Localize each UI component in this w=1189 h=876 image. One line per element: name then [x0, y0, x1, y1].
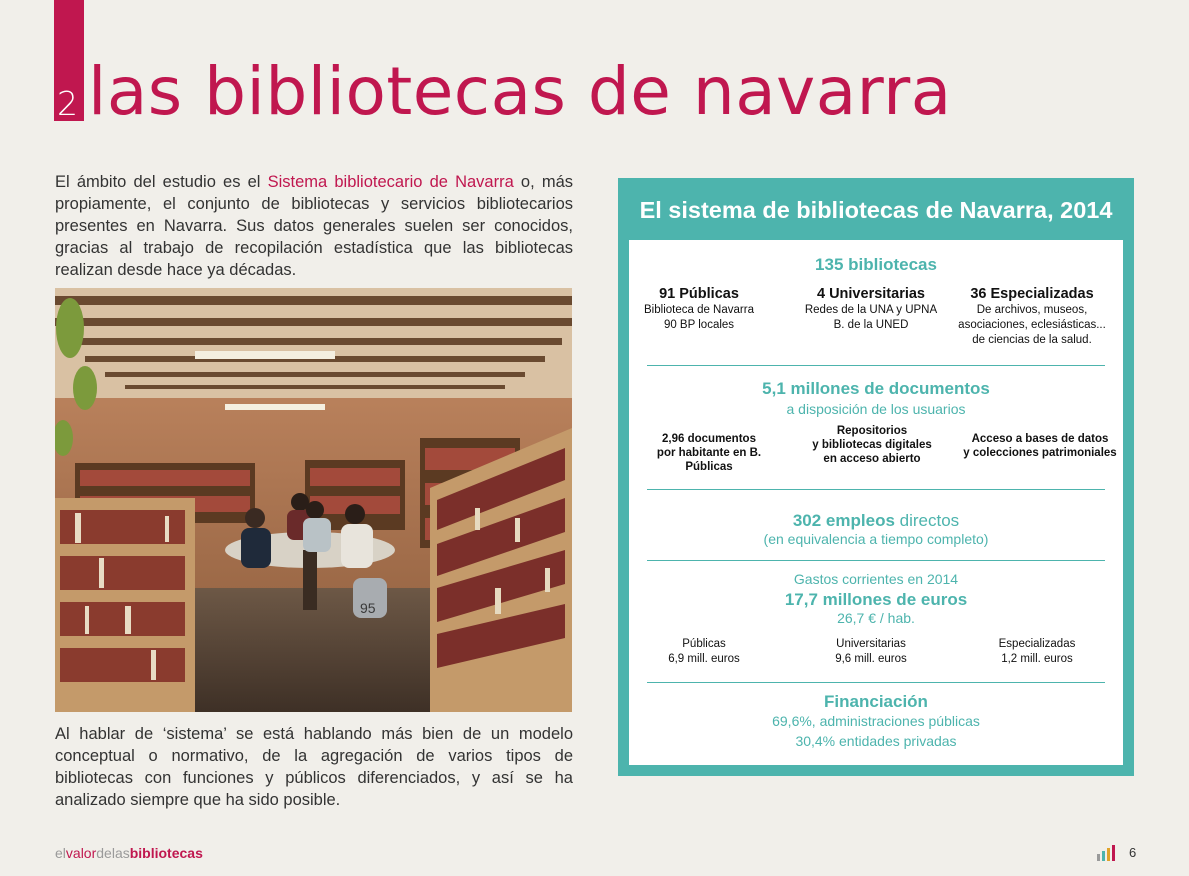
libraries-specialized-line: de ciencias de la salud.	[972, 334, 1092, 346]
spending-specialized	[977, 637, 1097, 667]
libraries-specialized	[947, 286, 1117, 348]
brand-part: bibliotecas	[129, 845, 203, 861]
infobox	[618, 178, 1134, 776]
page-title: las bibliotecas de navarra	[88, 53, 952, 130]
divider	[647, 682, 1105, 683]
chapter-number: 2	[57, 84, 78, 123]
brand-part: valor	[65, 845, 97, 861]
page-number: 6	[1129, 845, 1137, 860]
libraries-specialized-heading: 36 Especializadas	[970, 286, 1094, 302]
libraries-public-line: 90 BP locales	[663, 319, 735, 331]
employment-value: 302 empleos	[792, 511, 895, 530]
spending-public-value: 6,9 mill. euros	[668, 653, 740, 665]
documents-repositories-line: y bibliotecas digitales	[812, 439, 932, 451]
documents-databases-line: y colecciones patrimoniales	[963, 447, 1117, 459]
documents-subtitle: a disposición de los usuarios	[786, 401, 966, 417]
outro-paragraph: Al hablar de ‘sistema’ se está hablando más bien de un modelo conceptual o normativo, de la agregación de varios tipos de bibliotecas con funciones y públicos diferenciados, y así se ha analizado siempre que ha sido posible.	[55, 725, 573, 809]
libraries-public-heading: 91 Públicas	[659, 286, 739, 302]
spending-university-name: Universitarias	[836, 638, 906, 650]
documents-per-capita-line: 2,96 documentos	[662, 433, 756, 445]
spending-public-name: Públicas	[682, 638, 726, 650]
libraries-total: 135 bibliotecas	[815, 255, 937, 274]
employment	[629, 511, 1123, 531]
spending-public	[649, 637, 759, 667]
bar-chart-icon	[1097, 845, 1121, 861]
documents-per-capita	[633, 432, 785, 474]
intro-paragraph	[55, 171, 573, 281]
spending-total: 17,7 millones de euros	[784, 590, 968, 609]
intro-highlight: Sistema bibliotecario de Navarra	[267, 173, 514, 191]
employment-note: (en equivalencia a tiempo completo)	[763, 531, 989, 547]
documents-repositories	[797, 424, 947, 466]
infobox-content	[629, 240, 1123, 765]
divider	[647, 365, 1105, 366]
funding-line: 69,6%, administraciones públicas	[772, 713, 980, 729]
libraries-university-line: B. de la UNED	[833, 319, 909, 331]
brand-part: el	[55, 845, 66, 861]
spending-label: Gastos corrientes en 2014	[793, 571, 959, 587]
spending-per-capita: 26,7 € / hab.	[837, 610, 915, 626]
documents-repositories-line: en acceso abierto	[823, 453, 921, 465]
libraries-university	[791, 286, 951, 333]
documents-repositories-line: Repositorios	[836, 425, 908, 437]
documents-total: 5,1 millones de documentos	[762, 379, 990, 398]
libraries-specialized-line: De archivos, museos,	[976, 304, 1088, 316]
funding-line: 30,4% entidades privadas	[795, 733, 957, 749]
library-photo	[55, 288, 572, 712]
employment-suffix: directos	[894, 511, 960, 530]
footer-brand	[55, 844, 203, 862]
documents-databases	[959, 432, 1121, 460]
spending-university-value: 9,6 mill. euros	[835, 653, 907, 665]
intro-text-start: El ámbito del estudio es el	[55, 173, 268, 191]
infobox-title: El sistema de bibliotecas de Navarra, 2014	[639, 197, 1113, 223]
libraries-university-heading: 4 Universitarias	[816, 286, 925, 302]
intro-text-end: o, más propiamente, el conjunto de bibliotecas y servicios bibliotecarios presentes en Navarra. Sus datos generales suelen ser conocidos, gracias al trabajo de recopilación estadística que las bibliotecas realizan desde hace ya décadas.	[55, 173, 573, 279]
libraries-university-line: Redes de la UNA y UPNA	[804, 304, 938, 316]
documents-databases-line: Acceso a bases de datos	[971, 433, 1109, 445]
libraries-specialized-line: asociaciones, eclesiásticas...	[958, 319, 1106, 331]
documents-per-capita-line: por habitante en B. Públicas	[656, 447, 762, 473]
shelf-label: 95	[360, 600, 376, 616]
library-reading-room-image	[55, 288, 572, 712]
libraries-public-line: Biblioteca de Navarra	[644, 304, 754, 316]
funding-title: Financiación	[824, 692, 928, 711]
divider	[647, 560, 1105, 561]
spending-university	[811, 637, 931, 667]
divider	[647, 489, 1105, 490]
libraries-public	[629, 286, 769, 333]
spending-specialized-value: 1,2 mill. euros	[1001, 653, 1073, 665]
brand-part: delas	[96, 845, 130, 861]
spending-specialized-name: Especializadas	[998, 638, 1076, 650]
